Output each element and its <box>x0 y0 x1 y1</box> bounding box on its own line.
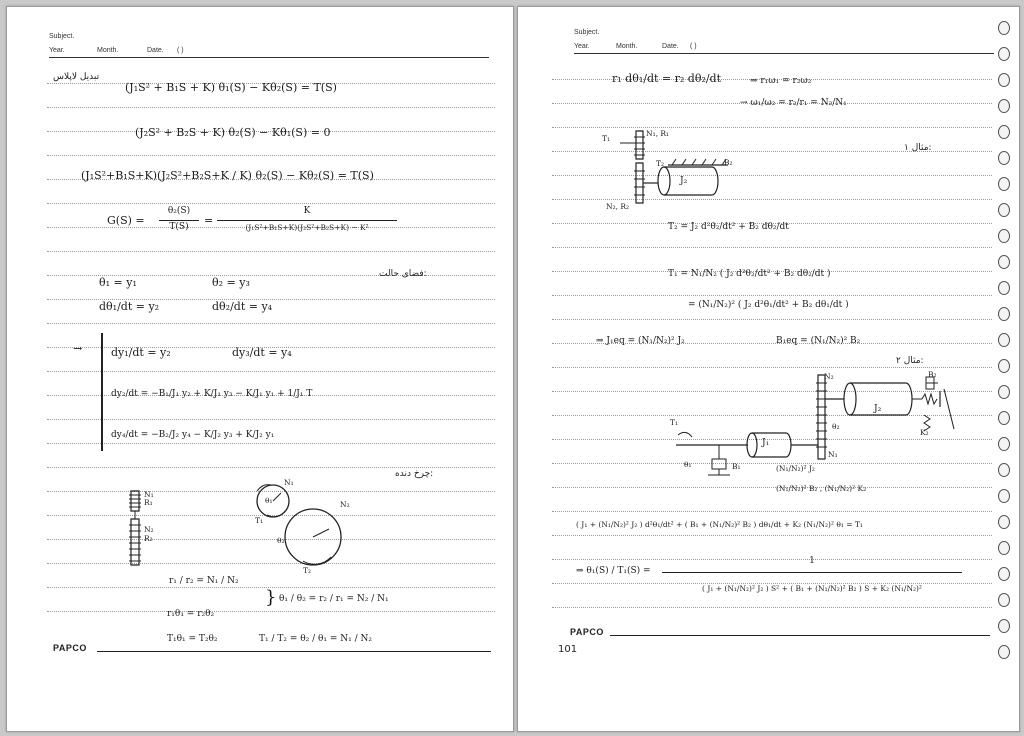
binder-ring <box>998 463 1010 477</box>
fig2-label-k2: K₂ <box>920 428 929 437</box>
laplace-note: تبدیل لاپلاس <box>53 72 100 82</box>
state-def-1: θ₁ = y₁ <box>99 276 137 289</box>
equivalent-equation-of-motion: ( J₁ + (N₁/N₂)² J₂ ) d²θ₁/dt² + ( B₁ + (N₁/N₂)² B₂ ) dθ₁/dt + K₂ (N₁/N₂)² θ₁ = T₁ <box>576 520 863 529</box>
fig1-label-n2r2: N₂, R₂ <box>606 202 629 211</box>
ruled-line <box>47 251 495 252</box>
torque-equation-1: T₁ = N₁/N₂ ( J₂ d²θ₂/dt² + B₂ dθ₂/dt ) <box>668 269 831 279</box>
fig2-reflected-damping-stiffness: (N₁/N₂)² B₂ , (N₁/N₂)² K₂ <box>776 484 867 493</box>
gear-relation-3: θ₁ / θ₂ = r₂ / r₁ = N₂ / N₁ <box>279 594 389 604</box>
binder-ring <box>998 437 1010 451</box>
gear-note: چرخ دنده: <box>395 469 434 479</box>
date-paren: ( ) <box>177 47 184 54</box>
fraction-bar <box>159 220 199 221</box>
fig2-label-n2: N₂ <box>824 372 834 381</box>
fig2-label-n1: N₁ <box>828 450 838 459</box>
papco-brand: PAPCO <box>53 643 87 653</box>
ruled-line <box>47 611 495 612</box>
fig2-label-t1: T₁ <box>670 418 679 427</box>
binder-ring <box>998 333 1010 347</box>
equation-3: (J₁S²+B₁S+K)(J₂S²+B₂S+K / K) θ₂(S) − Kθ₂(S) = T(S) <box>81 169 374 182</box>
final-tf-denominator: ( J₁ + (N₁/N₂)² J₂ ) S² + ( B₁ + (N₁/N₂)² B₂ ) S + K₂ (N₁/N₂)² <box>702 584 922 593</box>
binder-ring <box>998 47 1010 61</box>
example-1-note: مثال ۱: <box>904 143 932 153</box>
binder-ring <box>998 593 1010 607</box>
state-equation-3: dy₃/dt = y₄ <box>232 346 292 359</box>
ruled-line <box>552 247 992 248</box>
fraction-bar <box>217 220 397 221</box>
tf-rhs-numerator: K <box>303 206 311 216</box>
ruled-line <box>47 443 495 444</box>
state-def-4: dθ₂/dt = y₄ <box>212 300 273 313</box>
brace: } <box>265 587 277 608</box>
binder-ring <box>998 125 1010 139</box>
state-def-3: θ₂ = y₃ <box>212 276 250 289</box>
state-equation-2: dy₂/dt = −B₁/J₁ y₂ + K/J₁ y₃ − K/J₁ y₁ + 1/J₁ T <box>111 389 313 399</box>
final-tf-numerator: 1 <box>809 556 815 566</box>
binder-ring <box>998 73 1010 87</box>
ruled-line <box>552 367 992 368</box>
fig2-label-theta2: θ₂ <box>832 422 840 431</box>
fig1-label-j2: J₂ <box>680 176 688 186</box>
header-rule <box>574 53 994 54</box>
month-label: Month. <box>97 47 119 54</box>
fig2-reflected-inertia: (N₁/N₂)² J₂ <box>776 464 815 473</box>
velocity-equation: r₁ dθ₁/dt = r₂ dθ₂/dt <box>612 72 722 85</box>
gear-label-t2: T₂ <box>303 566 312 575</box>
left-notebook-page <box>6 6 514 732</box>
ruled-line <box>47 107 495 108</box>
gear-relation-1: r₁ / r₂ = N₁ / N₂ <box>169 576 239 586</box>
gear-label-n2-circle: N₂ <box>340 500 350 509</box>
arrow-marker: → <box>73 342 83 355</box>
fraction-bar <box>662 572 962 573</box>
fig1-label-t2: T₂ <box>656 159 665 168</box>
ruled-line <box>47 371 495 372</box>
gear-label-r1: R₁ <box>144 498 153 507</box>
binder-ring <box>998 21 1010 35</box>
binder-ring <box>998 489 1010 503</box>
footer-rule <box>97 651 491 652</box>
month-label: Month. <box>616 43 638 50</box>
state-equation-4: dy₄/dt = −B₂/J₂ y₄ − K/J₂ y₃ + K/J₂ y₁ <box>111 430 275 440</box>
binder-ring <box>998 411 1010 425</box>
gear-label-n2: N₂ <box>144 525 154 534</box>
fig2-label-j1: J₁ <box>762 438 770 448</box>
ruled-line <box>47 419 495 420</box>
ruled-line <box>552 319 992 320</box>
equivalent-inertia: ⇒ J₁eq = (N₁/N₂)² J₂ <box>596 336 685 346</box>
torque-equation-reflected: = (N₁/N₂)² ( J₂ d²θ₁/dt² + B₂ dθ₁/dt ) <box>688 300 849 310</box>
ruled-line <box>47 203 495 204</box>
ruled-line <box>552 295 992 296</box>
fig2-label-b2: B₂ <box>928 370 937 379</box>
velocity-ratio: → ω₁/ω₂ = r₂/r₁ = N₂/N₁ <box>740 98 847 108</box>
ruled-line <box>47 323 495 324</box>
gear-label-theta2: θ₂ <box>277 536 285 545</box>
gear-train-diagram <box>117 473 377 583</box>
state-equation-bracket <box>101 333 103 451</box>
ruled-line <box>47 467 495 468</box>
binder-ring <box>998 515 1010 529</box>
date-paren: ( ) <box>690 43 697 50</box>
state-def-2: dθ₁/dt = y₂ <box>99 300 160 313</box>
binder-ring <box>998 359 1010 373</box>
fig1-label-b2: B₂ <box>724 158 733 167</box>
equivalent-damping: B₁eq = (N₁/N₂)² B₂ <box>776 336 861 346</box>
date-label: Date. <box>662 43 679 50</box>
ruled-line <box>47 155 495 156</box>
binder-ring <box>998 645 1010 659</box>
fig1-label-n1r1: N₁, R₁ <box>646 129 669 138</box>
subject-label: Subject. <box>574 29 600 36</box>
ruled-line <box>552 511 992 512</box>
fig1-label-t1: T₁ <box>602 134 611 143</box>
equation-2: (J₂S² + B₂S + K) θ₂(S) − Kθ₁(S) = 0 <box>135 126 331 139</box>
example-2-note: مثال ۲: <box>896 356 924 366</box>
tf-lhs-numerator: θ₂(S) <box>167 206 191 216</box>
gear-relation-5: T₁ / T₂ = θ₂ / θ₁ = N₁ / N₂ <box>259 634 373 644</box>
ruled-line <box>552 535 992 536</box>
state-equation-1: dy₁/dt = y₂ <box>111 346 171 359</box>
gear-inertia-figure-1 <box>618 125 748 209</box>
transfer-function-prefix: G(S) = <box>107 214 145 227</box>
year-label: Year. <box>574 43 590 50</box>
date-label: Date. <box>147 47 164 54</box>
gear-label-t1: T₁ <box>255 516 264 525</box>
tf-rhs-denominator: (J₁S²+B₁S+K)(J₂S²+B₂S+K) − K² <box>245 223 369 232</box>
equals-sign: = <box>204 214 214 227</box>
gear-label-theta1: θ₁ <box>265 496 273 505</box>
fig2-label-theta1: θ₁ <box>684 460 692 469</box>
binder-ring <box>998 281 1010 295</box>
equation-1: (J₁S² + B₁S + K) θ₁(S) − Kθ₂(S) = T(S) <box>125 81 337 94</box>
binder-ring <box>998 203 1010 217</box>
binder-ring <box>998 229 1010 243</box>
binder-ring <box>998 151 1010 165</box>
state-space-note: فضای حالت: <box>379 269 427 279</box>
gear-relation-4: T₁θ₁ = T₂θ₂ <box>167 634 218 644</box>
binder-ring <box>998 567 1010 581</box>
gear-label-r2: R₂ <box>144 534 153 543</box>
gear-relation-2: r₁θ₁ = r₂θ₂ <box>167 609 215 619</box>
binder-ring <box>998 177 1010 191</box>
gear-label-n1: N₁ <box>144 490 154 499</box>
angular-velocity-equation: ⇒ r₁ω₁ = r₂ω₂ <box>750 76 812 86</box>
binder-ring <box>998 307 1010 321</box>
right-notebook-page <box>517 6 1020 732</box>
binder-ring <box>998 255 1010 269</box>
fig2-label-j2: J₂ <box>874 404 882 414</box>
page-number: 101 <box>558 644 578 655</box>
gear-label-n1-circle: N₁ <box>284 478 294 487</box>
footer-rule <box>610 635 990 636</box>
torque-equation-2: T₂ = J₂ d²θ₂/dt² + B₂ dθ₂/dt <box>668 222 789 232</box>
subject-label: Subject. <box>49 33 75 40</box>
ruled-line <box>552 607 992 608</box>
final-tf-lhs: ⇒ θ₁(S) / T₁(S) = <box>576 566 651 576</box>
tf-lhs-denominator: T(S) <box>169 222 189 232</box>
binder-ring <box>998 619 1010 633</box>
year-label: Year. <box>49 47 65 54</box>
header-rule <box>49 57 489 58</box>
papco-brand: PAPCO <box>570 627 604 637</box>
binder-ring <box>998 541 1010 555</box>
fig2-label-b1: B₁ <box>732 462 741 471</box>
binder-ring <box>998 99 1010 113</box>
binder-ring <box>998 385 1010 399</box>
